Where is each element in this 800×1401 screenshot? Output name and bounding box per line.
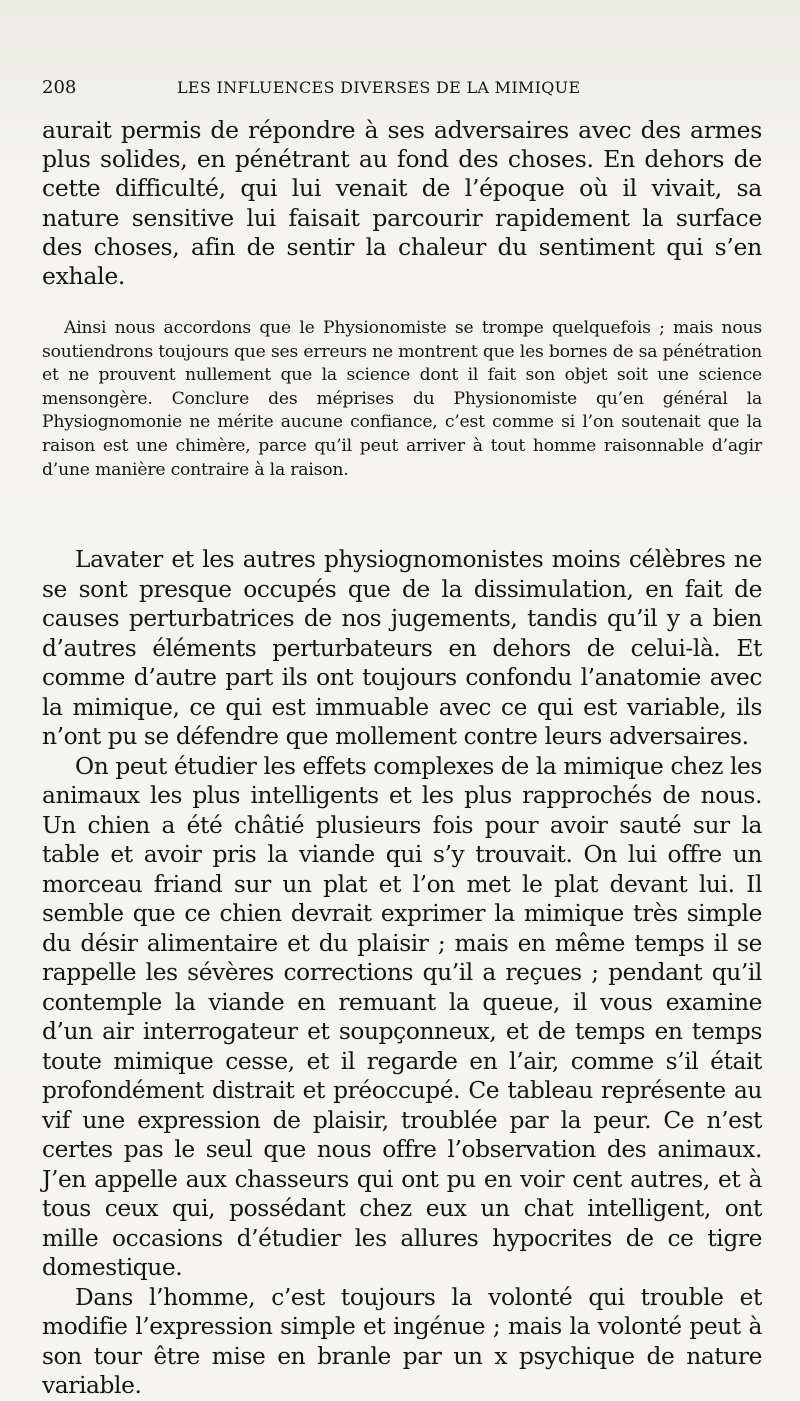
paragraph-volonte: Dans l’homme, c’est toujours la volonté qui trouble et modifie l’expression simple et ingénue ; mais la volonté peut à son tour être mise en branle par un x psychique de nature variable. xyxy=(42,1283,762,1399)
page-header xyxy=(42,76,760,104)
quote-text: Ainsi nous accordons que le Physionomiste se trompe quelquefois ; mais nous soutiendrons toujours que ses erreurs ne montrent que les bornes de sa pénétration et ne prouvent nullement que la science dont il fait son objet soit une science mensongère. Conclure des méprises du Physionomiste qu’en général la Physiognomonie ne mérite aucune confiance, c’est comme si l’on soutenait que la raison est une chimère, parce qu’il peut arriver à tout homme raisonnable d’agir d’une manière contraire à la raison. xyxy=(42,318,762,480)
paragraph-animals: On peut étudier les effets complexes de la mimique chez les animaux les plus intelligents et les plus rapprochés de nous. Un chien a été châtié plusieurs fois pour avoir sauté sur la table et avoir pris la viande qui s’y trouvait. On lui offre un morceau friand sur un plat et l’on met le plat devant lui. Il semble que ce chien devrait exprimer la mimique très simple du désir alimentaire et du plaisir ; mais en même temps il se rappelle les sévères corrections qu’il a reçues ; pendant qu’il contemple la viande en remuant la queue, il vous examine d’un air interrogateur et soupçonneux, et de temps en temps toute mimique cesse, et il regarde en l’air, comme s’il était profondément distrait et préoccupé. Ce tableau représente au vif une expression de plaisir, troublée par la peur. Ce n’est certes pas le seul que nous offre l’observation des animaux. J’en appelle aux chasseurs qui ont pu en voir cent autres, et à tous ceux qui, possédant chez eux un chat intelligent, ont mille occasions d’étudier les allures hypocrites de ce tigre domestique. xyxy=(42,752,762,1281)
running-title: LES INFLUENCES DIVERSES DE LA MIMIQUE xyxy=(177,78,581,97)
page-number: 208 xyxy=(42,77,77,98)
quoted-passage xyxy=(42,317,762,482)
main-text xyxy=(42,545,762,1401)
continued-paragraph: aurait permis de répondre à ses adversaires avec des armes plus solides, en pénétrant au fond des choses. En dehors de cette difficulté, qui lui venait de l’époque où il vivait, sa nature sensitive lui faisait parcourir rapidement la surface des choses, afin de sentir la chaleur du sentiment qui s’en exhale. xyxy=(42,116,762,291)
paragraph-lavater: Lavater et les autres physiognomonistes moins célèbres ne se sont presque occupés que de la dissimulation, en fait de causes perturbatrices de nos jugements, tandis qu’il y a bien d’autres éléments perturbateurs en dehors de celui-là. Et comme d’autre part ils ont toujours confondu l’anatomie avec la mimique, ce qui est immuable avec ce qui est variable, ils n’ont pu se défendre que mollement contre leurs adversaires. xyxy=(42,546,762,750)
